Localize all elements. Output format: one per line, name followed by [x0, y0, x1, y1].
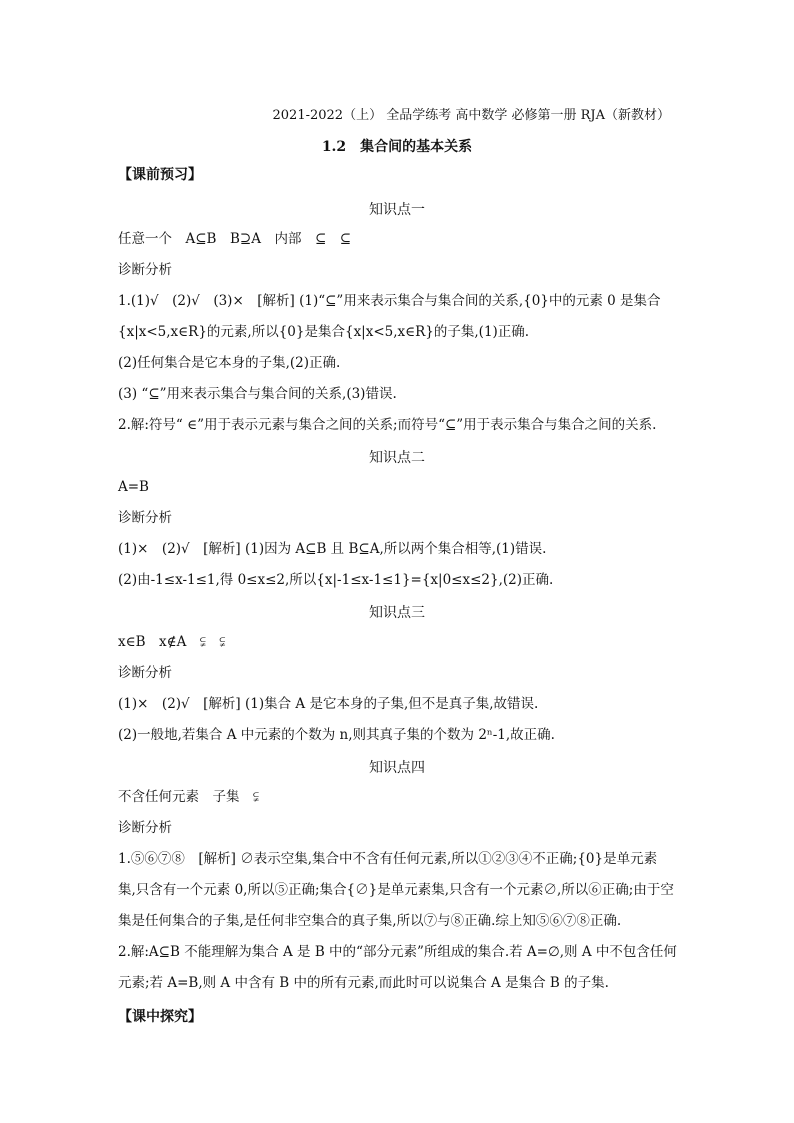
kp1-line-1: 1.(1)√ (2)√ (3)× [解析] (1)“⊆”用来表示集合与集合间的关系,{0}中的元素 0 是集合	[118, 293, 661, 309]
page-title: 1.2 集合间的基本关系	[321, 139, 473, 155]
kp1-line-4: (3) “⊆”用来表示集合与集合间的关系,(3)错误.	[118, 386, 397, 402]
kp3-heading: 知识点三	[369, 605, 425, 621]
kp1-heading: 知识点一	[369, 202, 425, 218]
kp2-line-1: (1)× (2)√ [解析] (1)因为 A⊆B 且 B⊆A,所以两个集合相等,(1)错误.	[118, 541, 547, 557]
kp3-answer: x∈B x∉A ⫋ ⫋	[118, 634, 226, 650]
kp1-line-5: 2.解:符号“ ∈”用于表示元素与集合之间的关系;而符号“⊆”用于表示集合与集合之间的关系.	[118, 417, 657, 433]
kp1-line-2: {x|x<5,x∈R}的元素,所以{0}是集合{x|x<5,x∈R}的子集,(1)正确.	[118, 324, 530, 340]
kp4-answer: 不含任何元素 子集 ⫋	[118, 789, 259, 805]
section-explore: 【课中探究】	[118, 1009, 202, 1025]
kp2-answer: A=B	[118, 479, 149, 495]
kp1-diag: 诊断分析	[118, 262, 172, 278]
section-preview: 【课前预习】	[118, 167, 202, 183]
kp1-answer: 任意一个 A⊆B B⊇A 内部 ⊆ ⊆	[118, 231, 352, 247]
kp4-line-4: 2.解:A⊆B 不能理解为集合 A 是 B 中的“部分元素”所组成的集合.若 A=∅,则 A 中不包含任何	[118, 944, 677, 960]
kp4-line-3: 集是任何集合的子集,是任何非空集合的真子集,所以⑦与⑧正确.综上知⑤⑥⑦⑧正确.	[118, 913, 622, 929]
kp2-heading: 知识点二	[369, 450, 425, 466]
kp4-line-2: 集,只含有一个元素 0,所以⑤正确;集合{∅}是单元素集,只含有一个元素∅,所以⑥正确;由于空	[118, 882, 674, 898]
kp3-line-1: (1)× (2)√ [解析] (1)集合 A 是它本身的子集,但不是真子集,故错误.	[118, 696, 539, 712]
kp4-heading: 知识点四	[369, 760, 425, 776]
kp3-line-2: (2)一般地,若集合 A 中元素的个数为 n,则其真子集的个数为 2ⁿ-1,故正确.	[118, 727, 555, 743]
kp4-diag: 诊断分析	[118, 820, 172, 836]
kp1-line-3: (2)任何集合是它本身的子集,(2)正确.	[118, 355, 341, 371]
kp4-line-1: 1.⑤⑥⑦⑧ [解析] ∅表示空集,集合中不含有任何元素,所以①②③④不正确;{0}是单元素	[118, 851, 658, 867]
kp2-diag: 诊断分析	[118, 510, 172, 526]
kp4-line-5: 元素;若 A=B,则 A 中含有 B 中的所有元素,而此时可以说集合 A 是集合 B 的子集.	[118, 975, 609, 991]
kp2-line-2: (2)由-1≤x-1≤1,得 0≤x≤2,所以{x|-1≤x-1≤1}={x|0≤x≤2},(2)正确.	[118, 572, 554, 588]
page-header: 2021-2022（上） 全品学练考 高中数学 必修第一册 RJA（新教材）	[272, 108, 670, 123]
kp3-diag: 诊断分析	[118, 665, 172, 681]
